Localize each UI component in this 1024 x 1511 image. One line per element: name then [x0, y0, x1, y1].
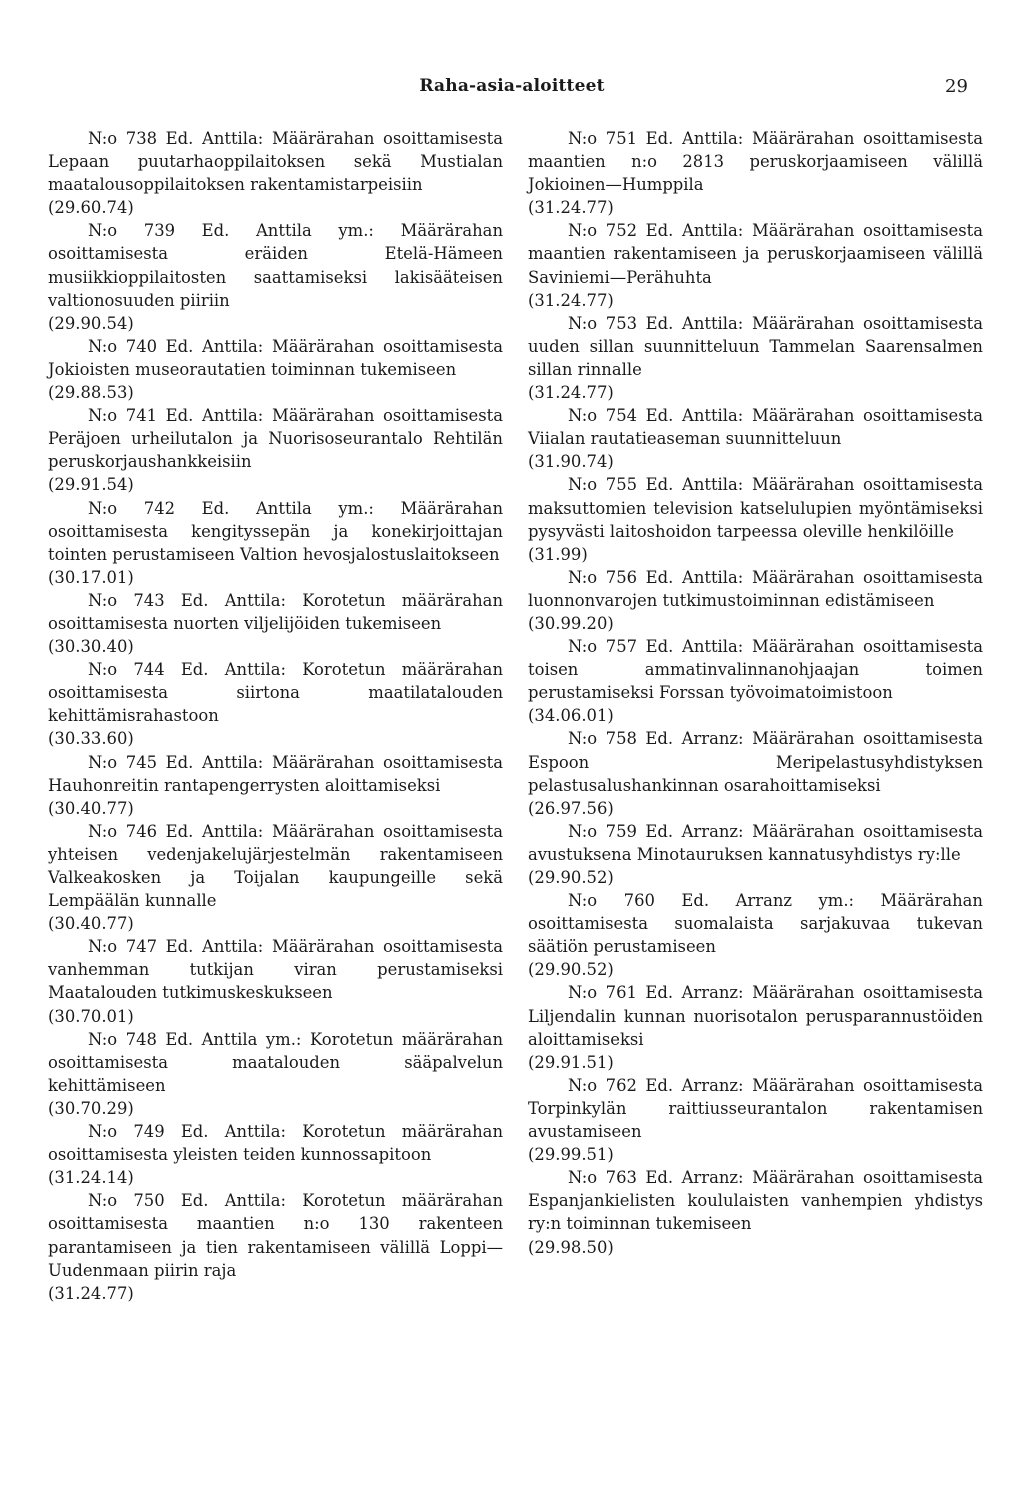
budget-code: (31.99)	[528, 544, 588, 564]
budget-code: (30.70.01)	[48, 1006, 134, 1026]
motion-text: N:o 744 Ed. Anttila: Korotetun määrärahan osoittamisesta siirtona maatilatalouden kehittämisrahastoon	[48, 660, 503, 726]
motion-entry	[48, 497, 503, 589]
motion-entry	[48, 1189, 503, 1304]
motion-entry	[48, 751, 503, 820]
motion-entry	[528, 889, 983, 981]
motion-entry	[48, 935, 503, 1027]
motion-text: N:o 740 Ed. Anttila: Määrärahan osoittamisesta Jokioisten museorautatien toiminnan tukemiseen	[48, 336, 503, 379]
motion-text: N:o 746 Ed. Anttila: Määrärahan osoittamisesta yhteisen vedenjakelujärjestelmän rakentamiseen Valkeakosken ja Toijalan kaupungeille sekä Lempäälän kunnalle	[48, 821, 503, 911]
motion-text: N:o 763 Ed. Arranz: Määrärahan osoittamisesta Espanjankielisten koululaisten vanhempien yhdistys ry:n toiminnan tukemiseen	[528, 1168, 983, 1234]
motion-text: N:o 738 Ed. Anttila: Määrärahan osoittamisesta Lepaan puutarhaoppilaitoksen sekä Mustialan maatalousoppilaitoksen rakentamistarpeisiin	[48, 129, 503, 195]
left-column	[48, 127, 503, 1305]
budget-code: (31.24.14)	[48, 1168, 134, 1188]
running-title: Raha-asia-aloitteet	[419, 76, 605, 96]
budget-code: (29.91.51)	[528, 1052, 614, 1072]
motion-text: N:o 758 Ed. Arranz: Määrärahan osoittamisesta Espoon Meripelastusyhdistyksen pelastusalushankinnan osarahoittamiseksi	[528, 729, 983, 795]
budget-code: (26.97.56)	[528, 798, 614, 818]
motion-entry	[48, 658, 503, 750]
motion-text: N:o 751 Ed. Anttila: Määrärahan osoittamisesta maantien n:o 2813 peruskorjaamiseen välillä Jokioinen—Humppila	[528, 129, 983, 195]
budget-code: (31.24.77)	[528, 198, 614, 218]
motion-text: N:o 741 Ed. Anttila: Määrärahan osoittamisesta Peräjoen urheilutalon ja Nuorisoseurantalo Rehtilän peruskorjaushankkeisiin	[48, 406, 503, 472]
motion-entry	[528, 727, 983, 819]
motion-text: N:o 759 Ed. Arranz: Määrärahan osoittamisesta avustuksena Minotauruksen kannatusyhdistys ry:lle	[528, 821, 983, 864]
budget-code: (29.90.54)	[48, 313, 134, 333]
budget-code: (30.99.20)	[528, 613, 614, 633]
budget-code: (29.60.74)	[48, 198, 134, 218]
motion-text: N:o 749 Ed. Anttila: Korotetun määrärahan osoittamisesta yleisten teiden kunnossapitoon	[48, 1122, 503, 1165]
motion-entry	[528, 404, 983, 473]
budget-code: (29.98.50)	[528, 1237, 614, 1257]
budget-code: (30.17.01)	[48, 567, 134, 587]
motion-entry	[528, 312, 983, 404]
motion-text: N:o 754 Ed. Anttila: Määrärahan osoittamisesta Viialan rautatieaseman suunnitteluun	[528, 406, 983, 449]
motion-entry	[48, 1028, 503, 1120]
motion-entry	[48, 589, 503, 658]
page-header	[0, 76, 1024, 104]
motion-text: N:o 755 Ed. Anttila: Määrärahan osoittamisesta maksuttomien television katselulupien myöntämiseksi pysyvästi laitoshoidon tarpeessa oleville henkilöille	[528, 475, 983, 541]
motion-entry	[48, 127, 503, 219]
budget-code: (30.40.77)	[48, 798, 134, 818]
right-column	[528, 127, 983, 1259]
motion-text: N:o 760 Ed. Arranz ym.: Määrärahan osoittamisesta suomalaista sarjakuvaa tukevan säätiön perustamiseen	[528, 891, 983, 957]
motion-entry	[528, 1074, 983, 1166]
motion-text: N:o 748 Ed. Anttila ym.: Korotetun määrärahan osoittamisesta maatalouden sääpalvelun kehittämiseen	[48, 1029, 503, 1095]
motion-text: N:o 756 Ed. Anttila: Määrärahan osoittamisesta luonnonvarojen tutkimustoiminnan edistämiseen	[528, 567, 983, 610]
motion-entry	[528, 219, 983, 311]
motion-entry	[528, 635, 983, 727]
budget-code: (30.33.60)	[48, 729, 134, 749]
motion-text: N:o 742 Ed. Anttila ym.: Määrärahan osoittamisesta kengityssepän ja konekirjoittajan tointen perustamiseen Valtion hevosjalostuslaitokseen	[48, 498, 503, 564]
motion-text: N:o 757 Ed. Anttila: Määrärahan osoittamisesta toisen ammatinvalinnanohjaajan toimen perustamiseksi Forssan työvoimatoimistoon	[528, 637, 983, 703]
motion-entry	[528, 127, 983, 219]
motion-entry	[48, 1120, 503, 1189]
motion-text: N:o 739 Ed. Anttila ym.: Määrärahan osoittamisesta eräiden Etelä-Hämeen musiikkioppilaitosten saattamiseksi lakisääteisen valtionosuuden piiriin	[48, 221, 503, 310]
motion-entry	[528, 1166, 983, 1258]
motion-entry	[528, 566, 983, 635]
motion-text: N:o 753 Ed. Anttila: Määrärahan osoittamisesta uuden sillan suunnitteluun Tammelan Saarensalmen sillan rinnalle	[528, 313, 983, 379]
budget-code: (30.70.29)	[48, 1098, 134, 1118]
motion-text: N:o 747 Ed. Anttila: Määrärahan osoittamisesta vanhemman tutkijan viran perustamiseksi Maatalouden tutkimuskeskukseen	[48, 937, 503, 1003]
motion-text: N:o 761 Ed. Arranz: Määrärahan osoittamisesta Liljendalin kunnan nuorisotalon perusparannustöiden aloittamiseksi	[528, 983, 983, 1049]
motion-entry	[48, 219, 503, 334]
page-number: 29	[945, 76, 968, 97]
motion-entry	[528, 473, 983, 565]
budget-code: (29.99.51)	[528, 1145, 614, 1165]
budget-code: (30.30.40)	[48, 637, 134, 657]
budget-code: (29.90.52)	[528, 960, 614, 980]
motion-text: N:o 750 Ed. Anttila: Korotetun määrärahan osoittamisesta maantien n:o 130 rakenteen parantamiseen ja tien rakentamiseen välillä Loppi—Uudenmaan piirin raja	[48, 1191, 503, 1280]
motion-text: N:o 762 Ed. Arranz: Määrärahan osoittamisesta Torpinkylän raittiusseurantalon rakentamisen avustamiseen	[528, 1075, 983, 1142]
motion-text: N:o 743 Ed. Anttila: Korotetun määrärahan osoittamisesta nuorten viljelijöiden tukemiseen	[48, 590, 503, 633]
budget-code: (29.88.53)	[48, 383, 134, 403]
motion-entry	[48, 820, 503, 935]
motion-text: N:o 745 Ed. Anttila: Määrärahan osoittamisesta Hauhonreitin rantapengerrysten aloittamiseksi	[48, 752, 503, 795]
motion-entry	[528, 820, 983, 889]
motion-entry	[48, 335, 503, 404]
budget-code: (34.06.01)	[528, 706, 614, 726]
motion-entry	[528, 981, 983, 1073]
motion-entry	[48, 404, 503, 496]
budget-code: (31.90.74)	[528, 452, 614, 472]
budget-code: (31.24.77)	[528, 290, 614, 310]
budget-code: (31.24.77)	[528, 383, 614, 403]
budget-code: (29.90.52)	[528, 868, 614, 887]
budget-code: (29.91.54)	[48, 475, 134, 495]
motion-text: N:o 752 Ed. Anttila: Määrärahan osoittamisesta maantien rakentamiseen ja peruskorjaamiseen välillä Saviniemi—Perähuhta	[528, 221, 983, 287]
budget-code: (30.40.77)	[48, 914, 134, 934]
budget-code: (31.24.77)	[48, 1283, 134, 1303]
